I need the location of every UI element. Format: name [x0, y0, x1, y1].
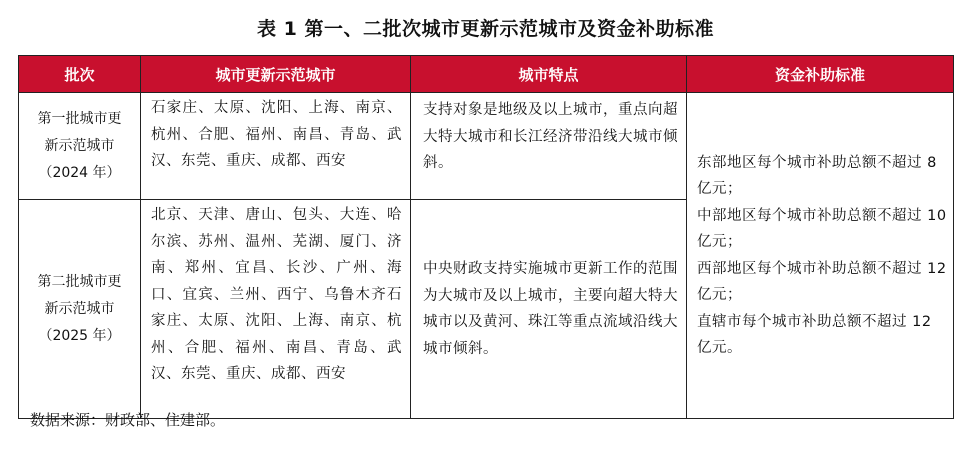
batch-year: （2025 年）: [38, 327, 121, 344]
batch-label-line: 新示范城市: [44, 300, 115, 317]
table-title: 表 1 第一、二批次城市更新示范城市及资金补助标准: [257, 18, 714, 40]
header-batch: 批次: [19, 56, 141, 93]
funding-table: [18, 55, 954, 419]
header-cities: 城市更新示范城市: [141, 56, 411, 93]
batch-cell-first: [19, 93, 141, 200]
features-cell-first: 支持对象是地级及以上城市，重点向超大特大城市和长江经济带沿线大城市倾斜。: [411, 93, 687, 200]
table-row: [19, 93, 954, 200]
funding-cell: [687, 93, 954, 419]
cities-cell-second: 北京、天津、唐山、包头、大连、哈尔滨、苏州、温州、芜湖、厦门、济南、郑州、宜昌、长沙、广州、海口、宜宾、兰州、西宁、乌鲁木齐石家庄、太原、沈阳、上海、南京、杭州、合肥、福州、南昌、青岛、武汉、东莞、重庆、成都、西安: [141, 200, 411, 419]
batch-cell-second: [19, 200, 141, 419]
table-header-row: [19, 56, 954, 93]
funding-central: 中部地区每个城市补助总额不超过 10 亿元；: [697, 207, 947, 250]
batch-label-line: 第二批城市更: [37, 273, 122, 290]
batch-label-line: 第一批城市更: [37, 110, 122, 127]
header-features: 城市特点: [411, 56, 687, 93]
cities-cell-first: 石家庄、太原、沈阳、上海、南京、杭州、合肥、福州、南昌、青岛、武汉、东莞、重庆、成都、西安: [141, 93, 411, 200]
funding-municipality: 直辖市每个城市补助总额不超过 12 亿元。: [697, 313, 932, 356]
data-source-note: 数据来源：财政部、住建部。: [30, 411, 226, 429]
funding-west: 西部地区每个城市补助总额不超过 12 亿元；: [697, 260, 947, 303]
funding-east: 东部地区每个城市补助总额不超过 8 亿元；: [697, 154, 937, 197]
features-cell-second: 中央财政支持实施城市更新工作的范围为大城市及以上城市，主要向超大特大城市以及黄河、珠江等重点流域沿线大城市倾斜。: [411, 200, 687, 419]
header-funding: 资金补助标准: [687, 56, 954, 93]
batch-label-line: 新示范城市: [44, 137, 115, 154]
batch-year: （2024 年）: [38, 164, 121, 181]
